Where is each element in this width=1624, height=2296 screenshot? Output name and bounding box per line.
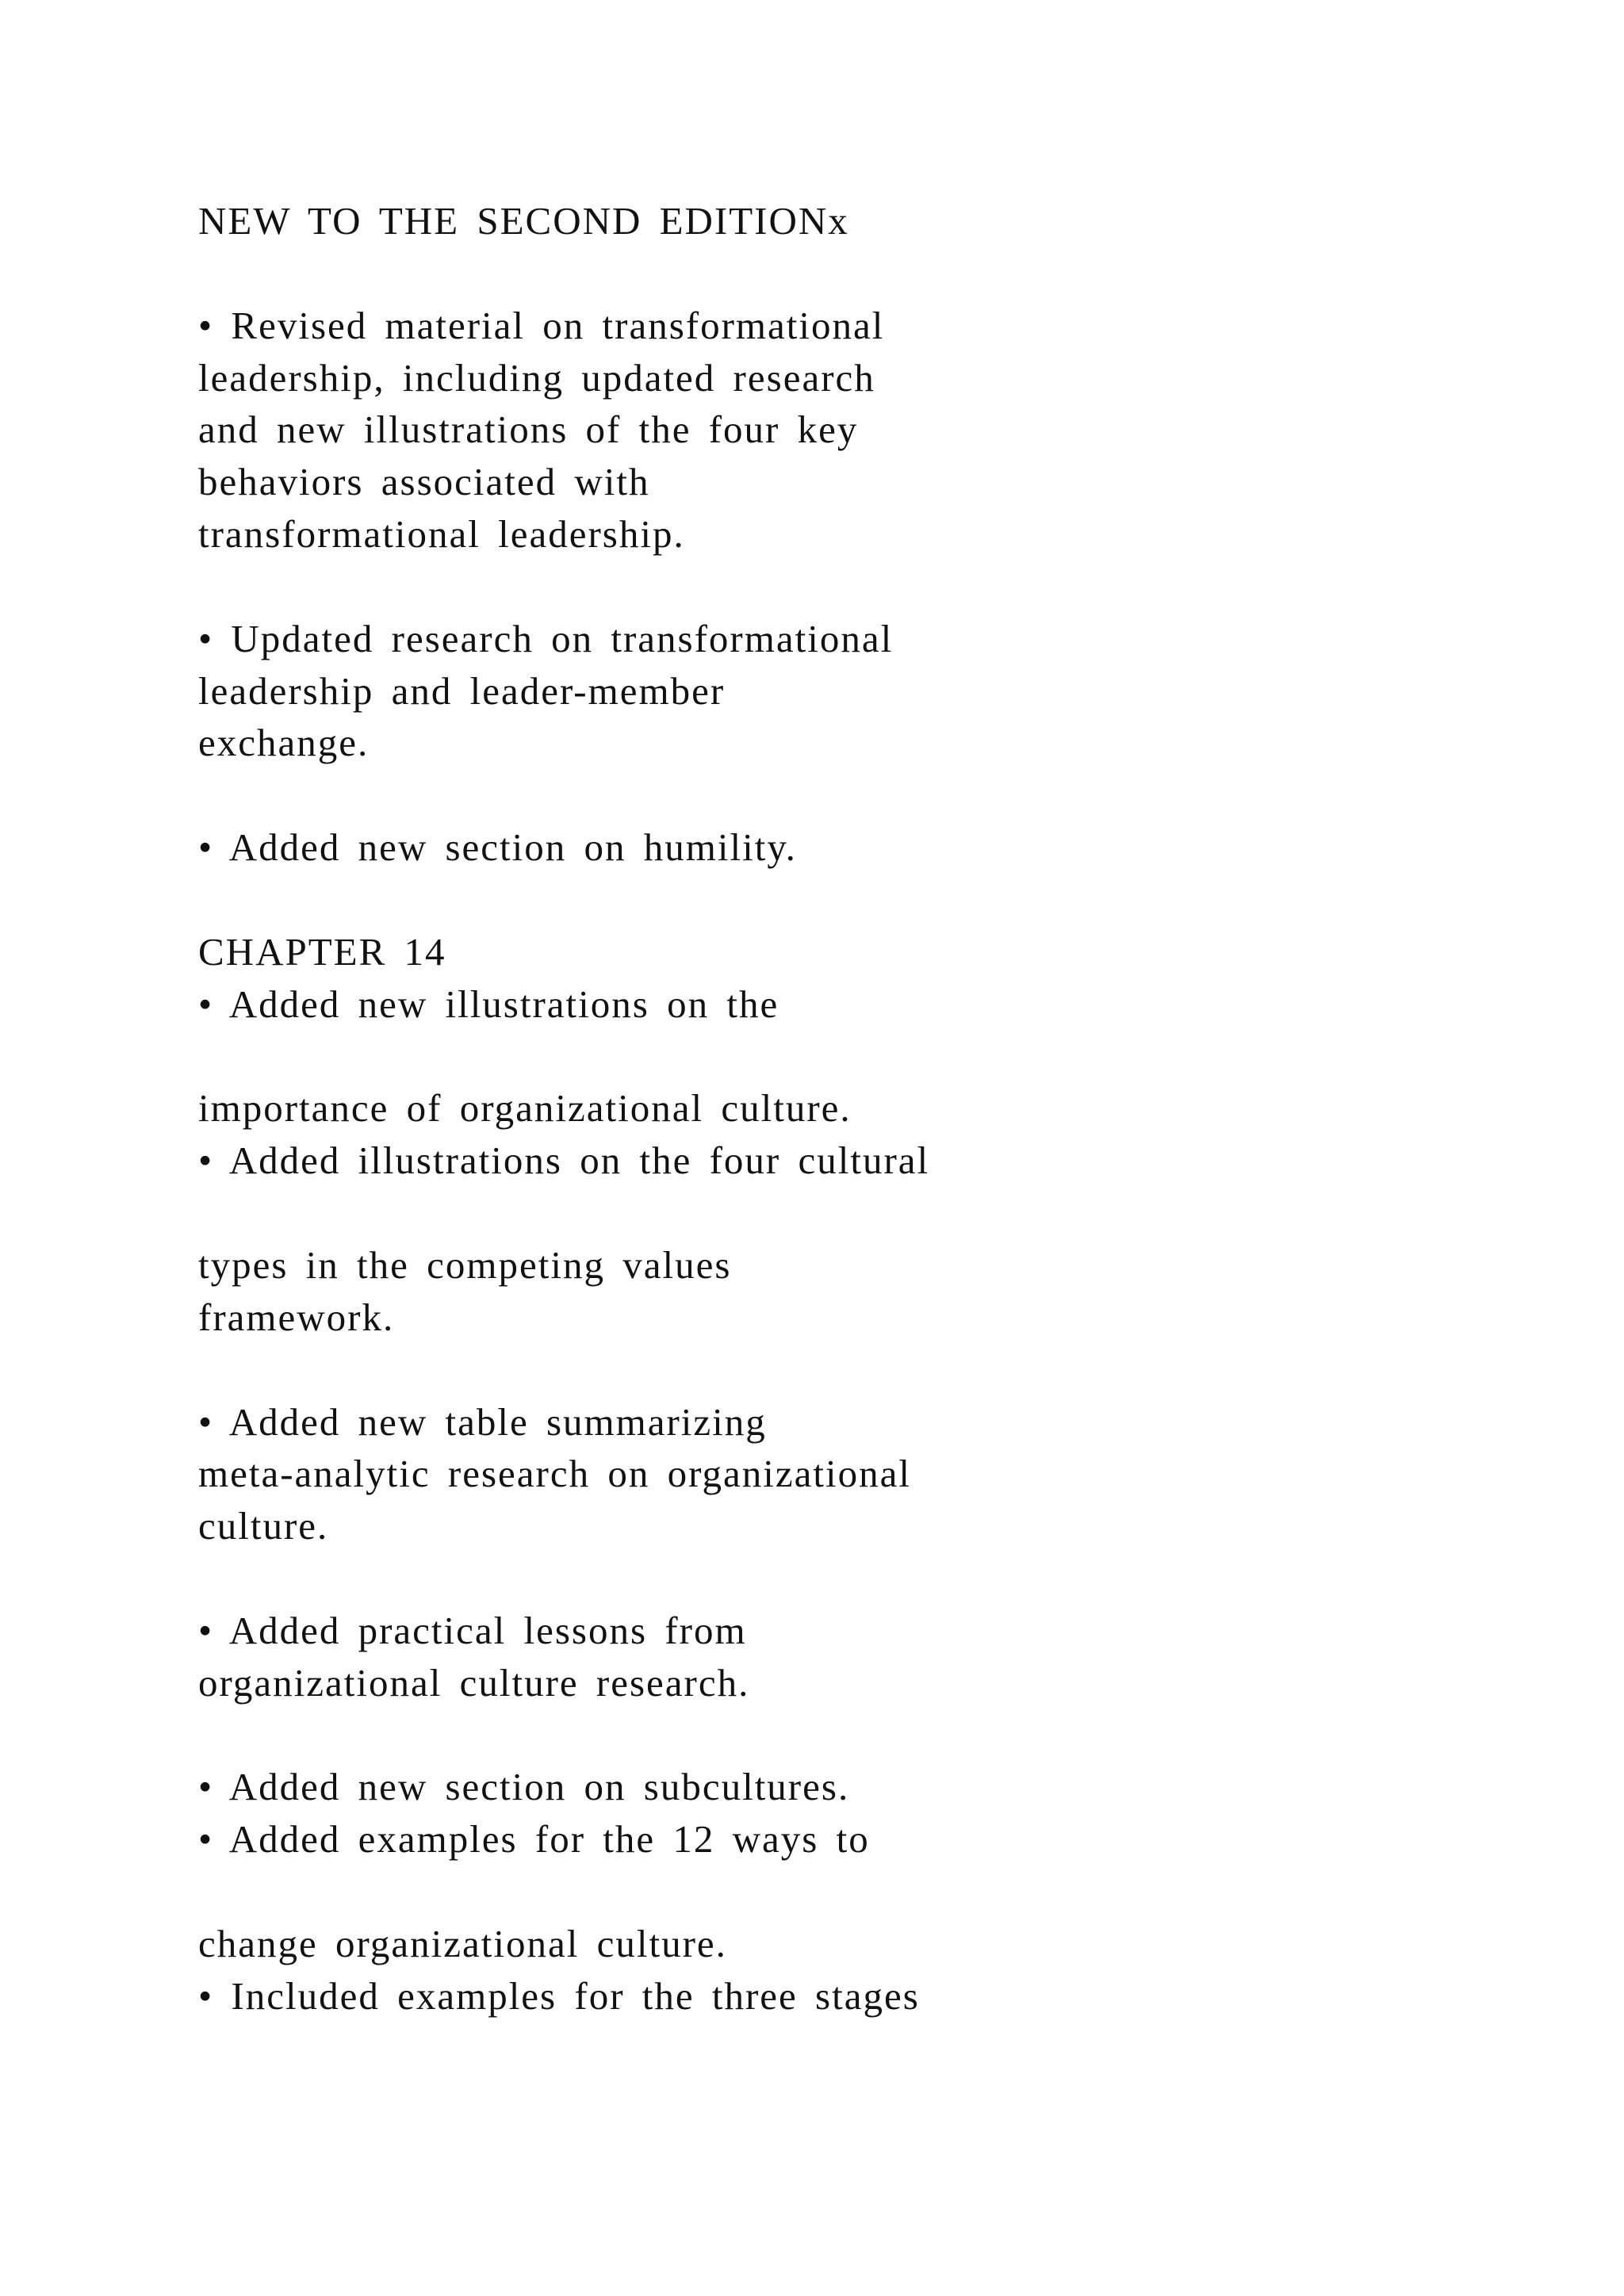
text-line: leadership and leader-member	[198, 669, 726, 713]
bullet-item-line: • Added illustrations on the four cultural	[198, 1138, 930, 1182]
text-line: types in the competing values	[198, 1243, 732, 1287]
text-line: meta-analytic research on organizational	[198, 1452, 911, 1495]
text-line: behaviors associated with	[198, 460, 650, 503]
text-line: and new illustrations of the four key	[198, 408, 859, 451]
bullet-item-line: • Updated research on transformational	[198, 617, 894, 660]
text-line: change organizational culture.	[198, 1922, 727, 1965]
bullet-item-line: • Added new illustrations on the	[198, 982, 779, 1026]
text-line: importance of organizational culture.	[198, 1086, 852, 1130]
bullet-item-line: • Revised material on transformational	[198, 304, 885, 347]
bullet-item-line: • Added new section on subcultures.	[198, 1765, 850, 1808]
text-line: exchange.	[198, 721, 370, 764]
bullet-item-line: • Added examples for the 12 ways to	[198, 1817, 870, 1861]
bullet-item-line: • Added practical lessons from	[198, 1609, 747, 1652]
text-line: culture.	[198, 1504, 329, 1548]
text-line: leadership, including updated research	[198, 356, 875, 400]
text-line: transformational leadership.	[198, 512, 685, 556]
section-heading: NEW TO THE SECOND EDITIONx	[198, 199, 849, 243]
bullet-item-line: • Added new section on humility.	[198, 825, 797, 869]
text-line: framework.	[198, 1295, 395, 1339]
text-line: organizational culture research.	[198, 1661, 750, 1705]
bullet-item-line: • Added new table summarizing	[198, 1400, 767, 1444]
bullet-item-line: • Included examples for the three stages	[198, 1974, 920, 2018]
chapter-heading: CHAPTER 14	[198, 930, 446, 974]
